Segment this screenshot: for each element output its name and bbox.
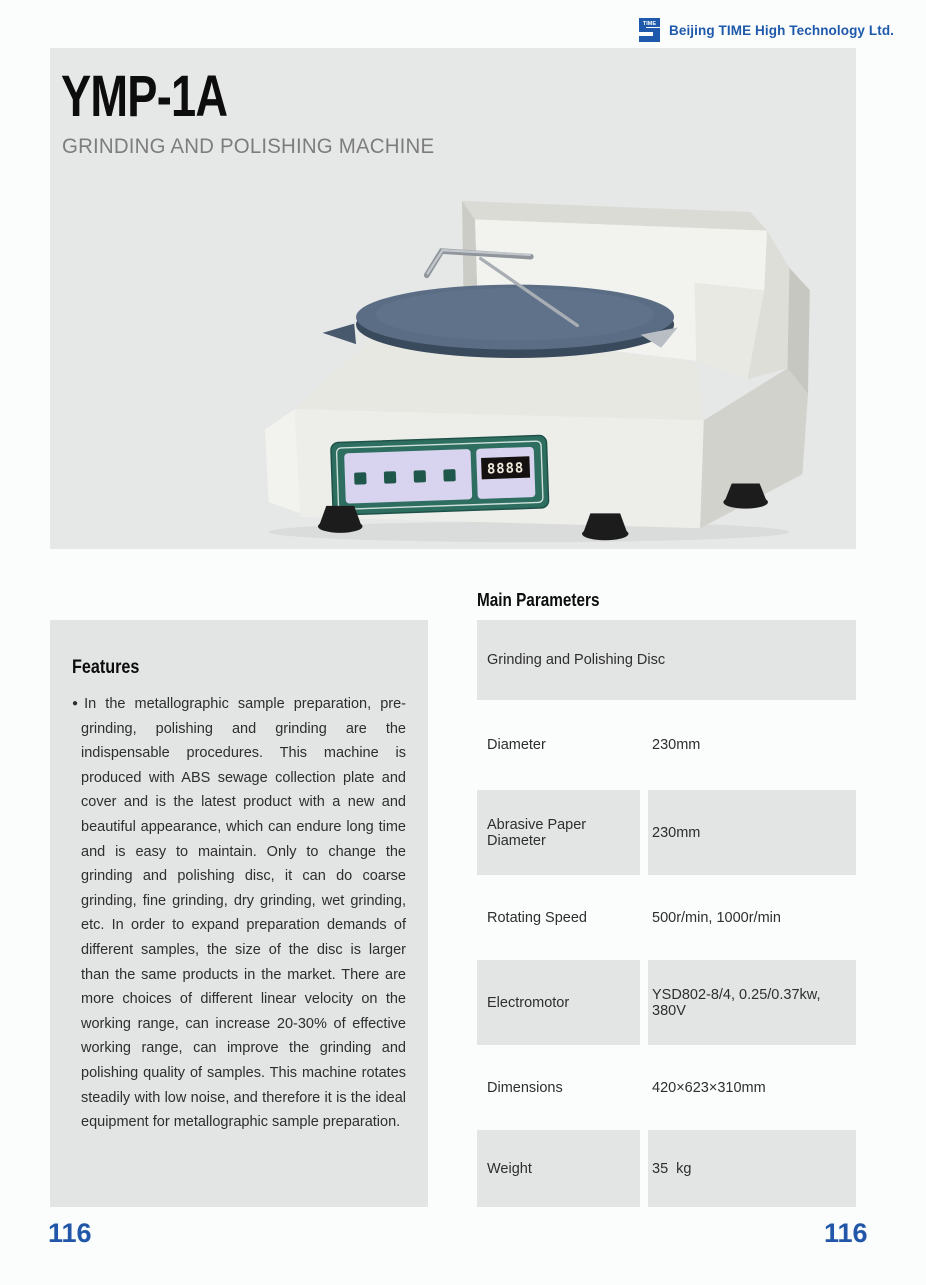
panel-button-4 [443, 469, 456, 482]
logo-text: TIME [642, 21, 657, 27]
panel-button-3 [414, 470, 427, 483]
row-value: YSD802-8/4, 0.25/0.37kw, 380V [648, 960, 856, 1045]
machine-photo [218, 186, 840, 544]
row-value: 35 kg [648, 1130, 856, 1207]
parameters-table [477, 620, 856, 1207]
features-paragraph: In the metallographic sample preparation, pre-grinding, polishing and grinding are the indispensable procedures. This machine is produced with ABS sewage collection plate and cover and is the latest product with a new and beautiful appearance, which can endure long time and is easy to maintain. Only to change the grinding and polishing disc, it can do coarse grinding, fine grinding, dry grinding, wet grinding, etc. In order to expand preparation demands of different samples, the size of the disc is larger than the same products in the market. There are more choices of different linear velocity on the working range, can increase 20-30% of effective working range, can improve the grinding and polishing quality of samples. This machine rotates steadily with low noise, and therefore it is the ideal equipment for metallographic sample preparation. [81, 696, 407, 1131]
row-label: Dimensions [487, 1079, 563, 1096]
row-value: 420×623×310mm [652, 1079, 766, 1096]
row-value: 500r/min, 1000r/min [652, 909, 781, 926]
table-row [477, 1045, 856, 1130]
table-row [477, 700, 856, 790]
row-value [673, 620, 856, 700]
parameters-section [477, 590, 856, 1177]
page-number-right: 116 [824, 1218, 868, 1248]
table-row [477, 1130, 856, 1207]
header-brand [636, 15, 894, 45]
features-title: Features [72, 657, 140, 678]
control-panel [331, 435, 549, 515]
row-label: Electromotor [477, 960, 640, 1045]
table-row [477, 960, 856, 1045]
table-row [477, 875, 856, 960]
product-model-title: YMP-1A [61, 64, 228, 129]
page-number-left: 116 [48, 1218, 92, 1248]
parameters-title: Main Parameters [477, 590, 600, 610]
display-value: 8888 [486, 460, 525, 478]
product-name-subtitle: GRINDING AND POLISHING MACHINE [62, 134, 435, 158]
panel-button-1 [354, 472, 367, 485]
company-logo-icon [636, 15, 663, 45]
features-panel [50, 620, 428, 1207]
company-name: Beijing TIME High Technology Ltd. [669, 22, 895, 38]
bullet-icon: ● [72, 698, 84, 709]
disc-spout [323, 324, 356, 344]
panel-button-2 [384, 471, 397, 484]
row-value: 230mm [648, 790, 856, 875]
product-hero-panel [50, 48, 856, 549]
row-value: 230mm [652, 737, 701, 753]
features-text [72, 692, 406, 1135]
row-label: Weight [477, 1130, 640, 1207]
row-label: Grinding and Polishing Disc [487, 652, 666, 668]
table-row [477, 620, 856, 700]
row-label: Rotating Speed [487, 909, 587, 926]
table-row [477, 790, 856, 875]
row-label: Diameter [487, 737, 546, 753]
row-label: Abrasive Paper Diameter [477, 790, 640, 875]
